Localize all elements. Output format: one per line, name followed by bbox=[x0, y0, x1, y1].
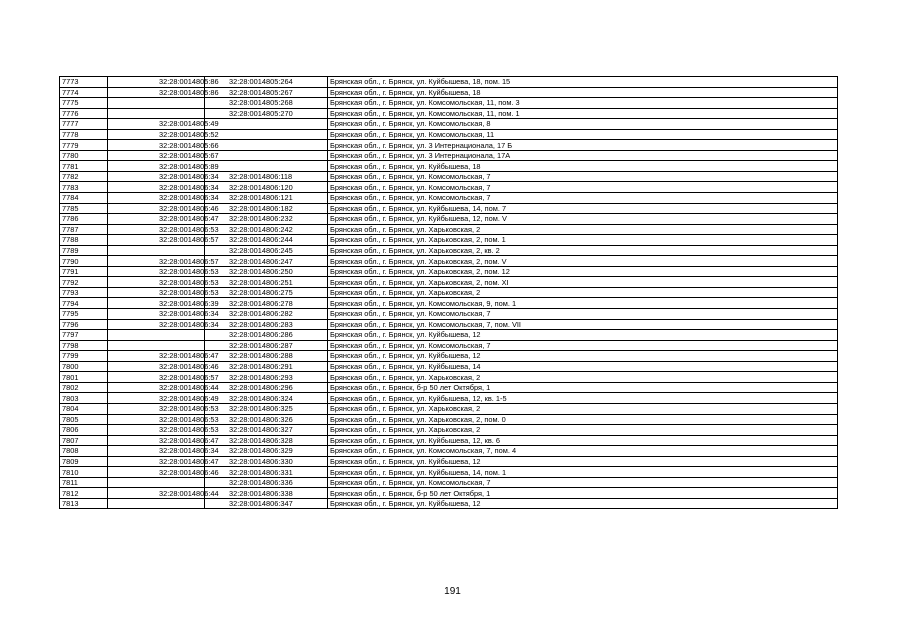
parent-cadastral-number-cell: 32:28:0014806:53 bbox=[108, 425, 205, 436]
row-number-cell: 7781 bbox=[60, 161, 108, 172]
parent-cadastral-number-cell: 32:28:0014805:67 bbox=[108, 150, 205, 161]
table-row bbox=[60, 119, 838, 130]
cadastral-number-cell: 32:28:0014806:329 bbox=[205, 446, 328, 457]
cadastral-number-cell: 32:28:0014805:267 bbox=[205, 87, 328, 98]
row-number-cell: 7799 bbox=[60, 351, 108, 362]
address-cell: Брянская обл., г. Брянск, ул. Комсомольская, 7 bbox=[328, 171, 838, 182]
row-number-cell: 7789 bbox=[60, 245, 108, 256]
cadastral-number-cell: 32:28:0014806:328 bbox=[205, 435, 328, 446]
row-number-cell: 7786 bbox=[60, 214, 108, 225]
row-number-cell: 7773 bbox=[60, 77, 108, 88]
row-number-cell: 7793 bbox=[60, 287, 108, 298]
cadastral-number-cell: 32:28:0014806:327 bbox=[205, 425, 328, 436]
address-cell: Брянская обл., г. Брянск, ул. Комсомольская, 7 bbox=[328, 477, 838, 488]
parent-cadastral-number-cell: 32:28:0014806:34 bbox=[108, 182, 205, 193]
parent-cadastral-number-cell: 32:28:0014805:86 bbox=[108, 77, 205, 88]
table-row bbox=[60, 287, 838, 298]
row-number-cell: 7774 bbox=[60, 87, 108, 98]
cadastral-number-cell: 32:28:0014806:291 bbox=[205, 361, 328, 372]
address-cell: Брянская обл., г. Брянск, ул. 3 Интернационала, 17А bbox=[328, 150, 838, 161]
parent-cadastral-number-cell: 32:28:0014806:46 bbox=[108, 361, 205, 372]
cadastral-number-cell: 32:28:0014806:282 bbox=[205, 309, 328, 320]
parent-cadastral-number-cell: 32:28:0014806:53 bbox=[108, 224, 205, 235]
table-row bbox=[60, 224, 838, 235]
address-cell: Брянская обл., г. Брянск, ул. Комсомольская, 9, пом. 1 bbox=[328, 298, 838, 309]
row-number-cell: 7779 bbox=[60, 140, 108, 151]
parent-cadastral-number-cell: 32:28:0014806:34 bbox=[108, 319, 205, 330]
table-row bbox=[60, 309, 838, 320]
address-cell: Брянская обл., г. Брянск, ул. Комсомольская, 7 bbox=[328, 182, 838, 193]
table-row bbox=[60, 403, 838, 414]
parent-cadastral-number-cell: 32:28:0014806:34 bbox=[108, 171, 205, 182]
cadastral-number-cell bbox=[205, 150, 328, 161]
row-number-cell: 7794 bbox=[60, 298, 108, 309]
table-row bbox=[60, 214, 838, 225]
address-cell: Брянская обл., г. Брянск, ул. Комсомольская, 11, пом. 3 bbox=[328, 98, 838, 109]
table-row bbox=[60, 266, 838, 277]
row-number-cell: 7775 bbox=[60, 98, 108, 109]
parent-cadastral-number-cell: 32:28:0014806:39 bbox=[108, 298, 205, 309]
parent-cadastral-number-cell: 32:28:0014806:57 bbox=[108, 235, 205, 246]
address-cell: Брянская обл., г. Брянск, ул. Комсомольская, 11 bbox=[328, 129, 838, 140]
parent-cadastral-number-cell bbox=[108, 477, 205, 488]
table-row bbox=[60, 277, 838, 288]
table-row bbox=[60, 382, 838, 393]
row-number-cell: 7785 bbox=[60, 203, 108, 214]
table-row bbox=[60, 414, 838, 425]
table-row bbox=[60, 129, 838, 140]
cadastral-number-cell: 32:28:0014806:242 bbox=[205, 224, 328, 235]
parent-cadastral-number-cell: 32:28:0014806:46 bbox=[108, 467, 205, 478]
row-number-cell: 7797 bbox=[60, 330, 108, 341]
cadastral-number-cell: 32:28:0014806:288 bbox=[205, 351, 328, 362]
address-cell: Брянская обл., г. Брянск, ул. Комсомольская, 7 bbox=[328, 340, 838, 351]
cadastral-number-cell bbox=[205, 129, 328, 140]
address-cell: Брянская обл., г. Брянск, ул. Комсомольская, 7 bbox=[328, 193, 838, 204]
table-row bbox=[60, 245, 838, 256]
table-row bbox=[60, 425, 838, 436]
table-row bbox=[60, 256, 838, 267]
row-number-cell: 7778 bbox=[60, 129, 108, 140]
table-row bbox=[60, 456, 838, 467]
table-row bbox=[60, 435, 838, 446]
cadastral-number-cell: 32:28:0014806:244 bbox=[205, 235, 328, 246]
parent-cadastral-number-cell: 32:28:0014806:34 bbox=[108, 309, 205, 320]
parent-cadastral-number-cell bbox=[108, 245, 205, 256]
table-row bbox=[60, 498, 838, 509]
table-row bbox=[60, 235, 838, 246]
parent-cadastral-number-cell: 32:28:0014806:46 bbox=[108, 203, 205, 214]
row-number-cell: 7802 bbox=[60, 382, 108, 393]
table-row bbox=[60, 203, 838, 214]
cadastral-number-cell: 32:28:0014806:251 bbox=[205, 277, 328, 288]
address-cell: Брянская обл., г. Брянск, ул. Куйбышева, 12 bbox=[328, 351, 838, 362]
address-cell: Брянская обл., г. Брянск, б-р 50 лет Октября, 1 bbox=[328, 382, 838, 393]
table-row bbox=[60, 182, 838, 193]
cadastral-number-cell: 32:28:0014806:278 bbox=[205, 298, 328, 309]
registry-table-body bbox=[60, 77, 838, 509]
address-cell: Брянская обл., г. Брянск, ул. Куйбышева, 14, пом. 1 bbox=[328, 467, 838, 478]
row-number-cell: 7777 bbox=[60, 119, 108, 130]
row-number-cell: 7808 bbox=[60, 446, 108, 457]
address-cell: Брянская обл., г. Брянск, ул. Харьковская, 2, кв. 2 bbox=[328, 245, 838, 256]
parent-cadastral-number-cell: 32:28:0014806:53 bbox=[108, 414, 205, 425]
parent-cadastral-number-cell: 32:28:0014806:47 bbox=[108, 351, 205, 362]
row-number-cell: 7783 bbox=[60, 182, 108, 193]
table-row bbox=[60, 77, 838, 88]
table-row bbox=[60, 488, 838, 499]
cadastral-number-cell: 32:28:0014806:326 bbox=[205, 414, 328, 425]
row-number-cell: 7796 bbox=[60, 319, 108, 330]
row-number-cell: 7782 bbox=[60, 171, 108, 182]
parent-cadastral-number-cell: 32:28:0014806:47 bbox=[108, 435, 205, 446]
table-row bbox=[60, 140, 838, 151]
cadastral-number-cell bbox=[205, 161, 328, 172]
parent-cadastral-number-cell bbox=[108, 340, 205, 351]
parent-cadastral-number-cell: 32:28:0014806:44 bbox=[108, 382, 205, 393]
table-row bbox=[60, 161, 838, 172]
row-number-cell: 7806 bbox=[60, 425, 108, 436]
parent-cadastral-number-cell: 32:28:0014806:44 bbox=[108, 488, 205, 499]
cadastral-number-cell: 32:28:0014806:118 bbox=[205, 171, 328, 182]
parent-cadastral-number-cell: 32:28:0014805:89 bbox=[108, 161, 205, 172]
row-number-cell: 7805 bbox=[60, 414, 108, 425]
cadastral-number-cell: 32:28:0014806:330 bbox=[205, 456, 328, 467]
table-row bbox=[60, 171, 838, 182]
address-cell: Брянская обл., г. Брянск, ул. Харьковская, 2, пом. 0 bbox=[328, 414, 838, 425]
address-cell: Брянская обл., г. Брянск, ул. Харьковская, 2, пом. V bbox=[328, 256, 838, 267]
table-row bbox=[60, 193, 838, 204]
row-number-cell: 7804 bbox=[60, 403, 108, 414]
cadastral-number-cell: 32:28:0014806:324 bbox=[205, 393, 328, 404]
table-row bbox=[60, 340, 838, 351]
row-number-cell: 7801 bbox=[60, 372, 108, 383]
cadastral-number-cell: 32:28:0014806:245 bbox=[205, 245, 328, 256]
page-number: 191 bbox=[444, 586, 461, 597]
cadastral-number-cell: 32:28:0014805:268 bbox=[205, 98, 328, 109]
address-cell: Брянская обл., г. Брянск, ул. Харьковская, 2, пом. 1 bbox=[328, 235, 838, 246]
cadastral-number-cell: 32:28:0014806:296 bbox=[205, 382, 328, 393]
parent-cadastral-number-cell: 32:28:0014806:53 bbox=[108, 266, 205, 277]
parent-cadastral-number-cell: 32:28:0014806:57 bbox=[108, 256, 205, 267]
cadastral-number-cell: 32:28:0014806:331 bbox=[205, 467, 328, 478]
row-number-cell: 7812 bbox=[60, 488, 108, 499]
cadastral-number-cell: 32:28:0014806:283 bbox=[205, 319, 328, 330]
address-cell: Брянская обл., г. Брянск, ул. Комсомольская, 8 bbox=[328, 119, 838, 130]
parent-cadastral-number-cell: 32:28:0014806:57 bbox=[108, 372, 205, 383]
table-row bbox=[60, 467, 838, 478]
cadastral-number-cell: 32:28:0014806:121 bbox=[205, 193, 328, 204]
row-number-cell: 7813 bbox=[60, 498, 108, 509]
row-number-cell: 7811 bbox=[60, 477, 108, 488]
table-row bbox=[60, 98, 838, 109]
table-row bbox=[60, 446, 838, 457]
address-cell: Брянская обл., г. Брянск, ул. Харьковская, 2 bbox=[328, 425, 838, 436]
table-row bbox=[60, 108, 838, 119]
table-row bbox=[60, 361, 838, 372]
address-cell: Брянская обл., г. Брянск, ул. Куйбышева, 12 bbox=[328, 456, 838, 467]
cadastral-number-cell: 32:28:0014806:287 bbox=[205, 340, 328, 351]
parent-cadastral-number-cell bbox=[108, 98, 205, 109]
cadastral-number-cell: 32:28:0014806:286 bbox=[205, 330, 328, 341]
cadastral-number-cell: 32:28:0014805:270 bbox=[205, 108, 328, 119]
parent-cadastral-number-cell: 32:28:0014805:52 bbox=[108, 129, 205, 140]
row-number-cell: 7800 bbox=[60, 361, 108, 372]
table-row bbox=[60, 351, 838, 362]
address-cell: Брянская обл., г. Брянск, б-р 50 лет Октября, 1 bbox=[328, 488, 838, 499]
address-cell: Брянская обл., г. Брянск, ул. Куйбышева, 18, пом. 15 bbox=[328, 77, 838, 88]
parent-cadastral-number-cell bbox=[108, 330, 205, 341]
parent-cadastral-number-cell: 32:28:0014806:34 bbox=[108, 193, 205, 204]
registry-table bbox=[59, 76, 838, 509]
table-row bbox=[60, 393, 838, 404]
address-cell: Брянская обл., г. Брянск, ул. Куйбышева, 18 bbox=[328, 87, 838, 98]
parent-cadastral-number-cell: 32:28:0014806:34 bbox=[108, 446, 205, 457]
parent-cadastral-number-cell bbox=[108, 108, 205, 119]
table-row bbox=[60, 87, 838, 98]
address-cell: Брянская обл., г. Брянск, ул. Куйбышева, 18 bbox=[328, 161, 838, 172]
row-number-cell: 7809 bbox=[60, 456, 108, 467]
table-row bbox=[60, 477, 838, 488]
table-row bbox=[60, 330, 838, 341]
row-number-cell: 7776 bbox=[60, 108, 108, 119]
address-cell: Брянская обл., г. Брянск, ул. Куйбышева, 12, пом. V bbox=[328, 214, 838, 225]
address-cell: Брянская обл., г. Брянск, ул. Куйбышева, 12, кв. 6 bbox=[328, 435, 838, 446]
parent-cadastral-number-cell: 32:28:0014806:47 bbox=[108, 456, 205, 467]
address-cell: Брянская обл., г. Брянск, ул. Куйбышева, 14 bbox=[328, 361, 838, 372]
row-number-cell: 7792 bbox=[60, 277, 108, 288]
cadastral-number-cell: 32:28:0014806:336 bbox=[205, 477, 328, 488]
cadastral-number-cell bbox=[205, 119, 328, 130]
address-cell: Брянская обл., г. Брянск, ул. Комсомольская, 7, пом. VII bbox=[328, 319, 838, 330]
cadastral-number-cell: 32:28:0014806:275 bbox=[205, 287, 328, 298]
parent-cadastral-number-cell bbox=[108, 498, 205, 509]
address-cell: Брянская обл., г. Брянск, ул. Харьковская, 2 bbox=[328, 372, 838, 383]
cadastral-number-cell: 32:28:0014806:250 bbox=[205, 266, 328, 277]
cadastral-number-cell: 32:28:0014806:338 bbox=[205, 488, 328, 499]
parent-cadastral-number-cell: 32:28:0014806:53 bbox=[108, 287, 205, 298]
parent-cadastral-number-cell: 32:28:0014806:49 bbox=[108, 393, 205, 404]
row-number-cell: 7787 bbox=[60, 224, 108, 235]
address-cell: Брянская обл., г. Брянск, ул. Куйбышева, 12 bbox=[328, 498, 838, 509]
row-number-cell: 7807 bbox=[60, 435, 108, 446]
address-cell: Брянская обл., г. Брянск, ул. Харьковская, 2 bbox=[328, 287, 838, 298]
cadastral-number-cell: 32:28:0014806:347 bbox=[205, 498, 328, 509]
address-cell: Брянская обл., г. Брянск, ул. Комсомольская, 7 bbox=[328, 309, 838, 320]
address-cell: Брянская обл., г. Брянск, ул. Комсомольская, 11, пом. 1 bbox=[328, 108, 838, 119]
cadastral-number-cell bbox=[205, 140, 328, 151]
row-number-cell: 7810 bbox=[60, 467, 108, 478]
table-row bbox=[60, 372, 838, 383]
table-row bbox=[60, 150, 838, 161]
cadastral-number-cell: 32:28:0014806:120 bbox=[205, 182, 328, 193]
cadastral-number-cell: 32:28:0014806:232 bbox=[205, 214, 328, 225]
address-cell: Брянская обл., г. Брянск, ул. 3 Интернационала, 17 Б bbox=[328, 140, 838, 151]
parent-cadastral-number-cell: 32:28:0014805:66 bbox=[108, 140, 205, 151]
address-cell: Брянская обл., г. Брянск, ул. Харьковская, 2 bbox=[328, 224, 838, 235]
parent-cadastral-number-cell: 32:28:0014806:47 bbox=[108, 214, 205, 225]
row-number-cell: 7791 bbox=[60, 266, 108, 277]
cadastral-number-cell: 32:28:0014806:247 bbox=[205, 256, 328, 267]
row-number-cell: 7780 bbox=[60, 150, 108, 161]
cadastral-number-cell: 32:28:0014806:325 bbox=[205, 403, 328, 414]
row-number-cell: 7784 bbox=[60, 193, 108, 204]
address-cell: Брянская обл., г. Брянск, ул. Куйбышева, 14, пом. 7 bbox=[328, 203, 838, 214]
row-number-cell: 7795 bbox=[60, 309, 108, 320]
cadastral-number-cell: 32:28:0014806:293 bbox=[205, 372, 328, 383]
address-cell: Брянская обл., г. Брянск, ул. Комсомольская, 7, пом. 4 bbox=[328, 446, 838, 457]
address-cell: Брянская обл., г. Брянск, ул. Харьковская, 2 bbox=[328, 403, 838, 414]
row-number-cell: 7788 bbox=[60, 235, 108, 246]
address-cell: Брянская обл., г. Брянск, ул. Харьковская, 2, пом. XI bbox=[328, 277, 838, 288]
row-number-cell: 7790 bbox=[60, 256, 108, 267]
parent-cadastral-number-cell: 32:28:0014805:49 bbox=[108, 119, 205, 130]
address-cell: Брянская обл., г. Брянск, ул. Куйбышева, 12 bbox=[328, 330, 838, 341]
parent-cadastral-number-cell: 32:28:0014806:53 bbox=[108, 403, 205, 414]
table-row bbox=[60, 319, 838, 330]
parent-cadastral-number-cell: 32:28:0014805:86 bbox=[108, 87, 205, 98]
address-cell: Брянская обл., г. Брянск, ул. Куйбышева, 12, кв. 1-5 bbox=[328, 393, 838, 404]
table-row bbox=[60, 298, 838, 309]
row-number-cell: 7803 bbox=[60, 393, 108, 404]
parent-cadastral-number-cell: 32:28:0014806:53 bbox=[108, 277, 205, 288]
cadastral-number-cell: 32:28:0014805:264 bbox=[205, 77, 328, 88]
address-cell: Брянская обл., г. Брянск, ул. Харьковская, 2, пом. 12 bbox=[328, 266, 838, 277]
cadastral-number-cell: 32:28:0014806:182 bbox=[205, 203, 328, 214]
row-number-cell: 7798 bbox=[60, 340, 108, 351]
